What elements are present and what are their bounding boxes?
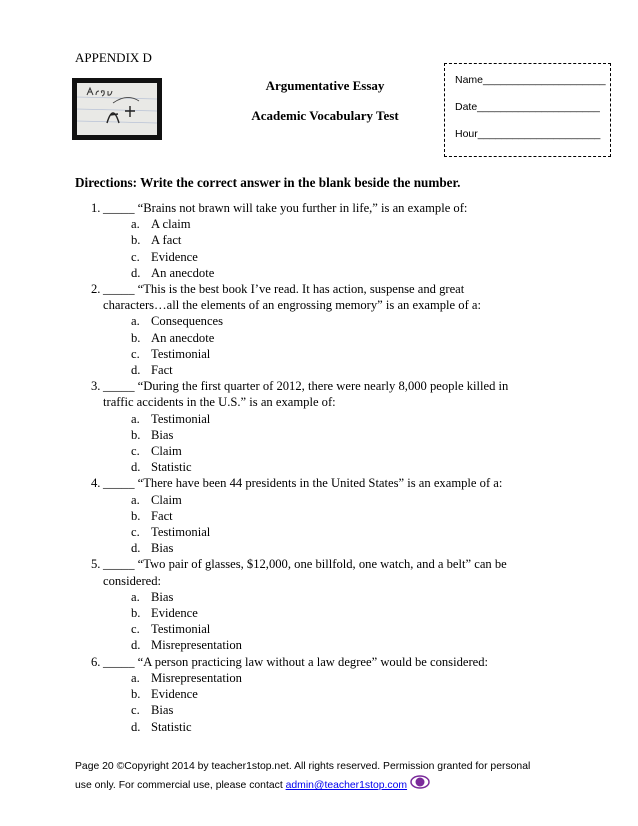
option-letter: a. [131,314,140,329]
question-text: considered: [103,573,162,588]
question-list [75,200,555,735]
answer-option [75,443,555,459]
name-field: Name_____________________ [455,74,606,86]
question-number: 1. [91,201,101,215]
option-letter: b. [131,427,141,442]
contact-email-link[interactable]: admin@teacher1stop.com [285,779,408,791]
answer-option [75,411,555,427]
footer-contact-text: use only. For commercial use, please contact [75,779,286,791]
hour-field: Hour_____________________ [455,128,601,140]
teacher1stop-logo [410,775,430,795]
answer-option [75,508,555,524]
option-letter: a. [131,217,140,232]
option-letter: d. [131,363,141,378]
question-number: 4. [91,476,101,491]
option-text: Testimonial [151,525,211,540]
question-text: _____ “This is the best book I’ve read. It has action, suspense and great [103,282,465,297]
question-line [75,556,555,572]
option-text: Bias [151,703,174,718]
question-number: 2. [91,282,101,297]
directions: Directions: Write the correct answer in the blank beside the number. [75,175,461,190]
option-text: Claim [151,444,182,459]
option-text: Claim [151,492,182,507]
page-title: Argumentative Essay [265,78,385,93]
option-letter: d. [131,719,141,734]
footer [75,759,575,795]
answer-option [75,621,555,637]
option-text: Fact [151,363,173,378]
appendix-label: APPENDIX D [75,50,152,65]
option-letter: a. [131,589,140,604]
question-line [75,654,555,670]
option-text: Statistic [151,719,192,734]
option-letter: a. [131,670,140,685]
answer-option [75,330,555,346]
answer-option [75,540,555,556]
option-text: Fact [151,508,173,523]
option-letter: a. [131,492,140,507]
question-text: characters…all the elements of an engrossing memory” is an example of a: [103,298,482,313]
question-text: _____ “A person practicing law without a law degree” would be considered: [103,654,489,669]
option-letter: b. [131,508,141,523]
answer-option [75,459,555,475]
answer-option [75,313,555,329]
option-text: Evidence [151,687,198,702]
answer-option [75,216,555,232]
option-text: Statistic [151,460,192,475]
option-text: Misrepresentation [151,670,242,685]
option-letter: b. [131,330,141,345]
header-photo [72,78,162,140]
answer-option [75,702,555,718]
option-text: Evidence [151,249,198,264]
question-text: _____ “Brains not brawn will take you further in life,” is an example of: [103,201,468,215]
question-text: _____ “Two pair of glasses, $12,000, one billfold, one watch, and a belt” can be [103,557,507,572]
answer-option [75,492,555,508]
option-text: Bias [151,427,174,442]
question-number: 5. [91,557,101,572]
question-line [75,378,555,394]
option-letter: c. [131,622,140,637]
answer-option [75,249,555,265]
option-text: Evidence [151,606,198,621]
option-text: Misrepresentation [151,638,242,653]
option-letter: d. [131,541,141,556]
option-letter: d. [131,460,141,475]
answer-option [75,232,555,248]
question-line [75,200,555,216]
answer-option [75,719,555,735]
option-text: Consequences [151,314,224,329]
student-info-box [444,63,611,157]
option-letter: c. [131,525,140,540]
footer-line-2 [75,775,575,795]
date-field: Date_____________________ [455,101,600,113]
option-letter: d. [131,638,141,653]
paper-grade-image [77,83,157,135]
question-text: _____ “During the first quarter of 2012, there were nearly 8,000 people killed in [103,379,509,394]
answer-option [75,670,555,686]
question-number: 6. [91,654,101,669]
option-letter: b. [131,606,141,621]
option-text: A fact [151,233,182,248]
page-subtitle: Academic Vocabulary Test [251,108,399,123]
option-letter: c. [131,444,140,459]
question-text: _____ “There have been 44 presidents in the United States” is an example of a: [103,476,503,491]
question-line [75,475,555,491]
option-letter: c. [131,346,140,361]
answer-option [75,637,555,653]
option-letter: b. [131,687,141,702]
answer-option [75,605,555,621]
answer-option [75,524,555,540]
option-text: Testimonial [151,346,211,361]
question-text: traffic accidents in the U.S.” is an example of: [103,395,336,410]
option-text: A claim [151,217,191,232]
question-line [75,281,555,297]
question-line [75,394,555,410]
option-letter: c. [131,249,140,264]
option-letter: c. [131,703,140,718]
footer-line-1: Page 20 ©Copyright 2014 by teacher1stop.net. All rights reserved. Permission granted for personal [75,761,531,772]
option-letter: b. [131,233,141,248]
option-text: Testimonial [151,622,211,637]
answer-option [75,686,555,702]
option-text: Bias [151,541,174,556]
question-number: 3. [91,379,101,394]
question-line [75,297,555,313]
option-text: An anecdote [151,265,215,280]
option-text: Testimonial [151,411,211,426]
option-text: An anecdote [151,330,215,345]
answer-option [75,362,555,378]
question-line [75,573,555,589]
answer-option [75,427,555,443]
option-text: Bias [151,589,174,604]
option-letter: a. [131,411,140,426]
answer-option [75,265,555,281]
answer-option [75,346,555,362]
answer-option [75,589,555,605]
option-letter: d. [131,265,141,280]
